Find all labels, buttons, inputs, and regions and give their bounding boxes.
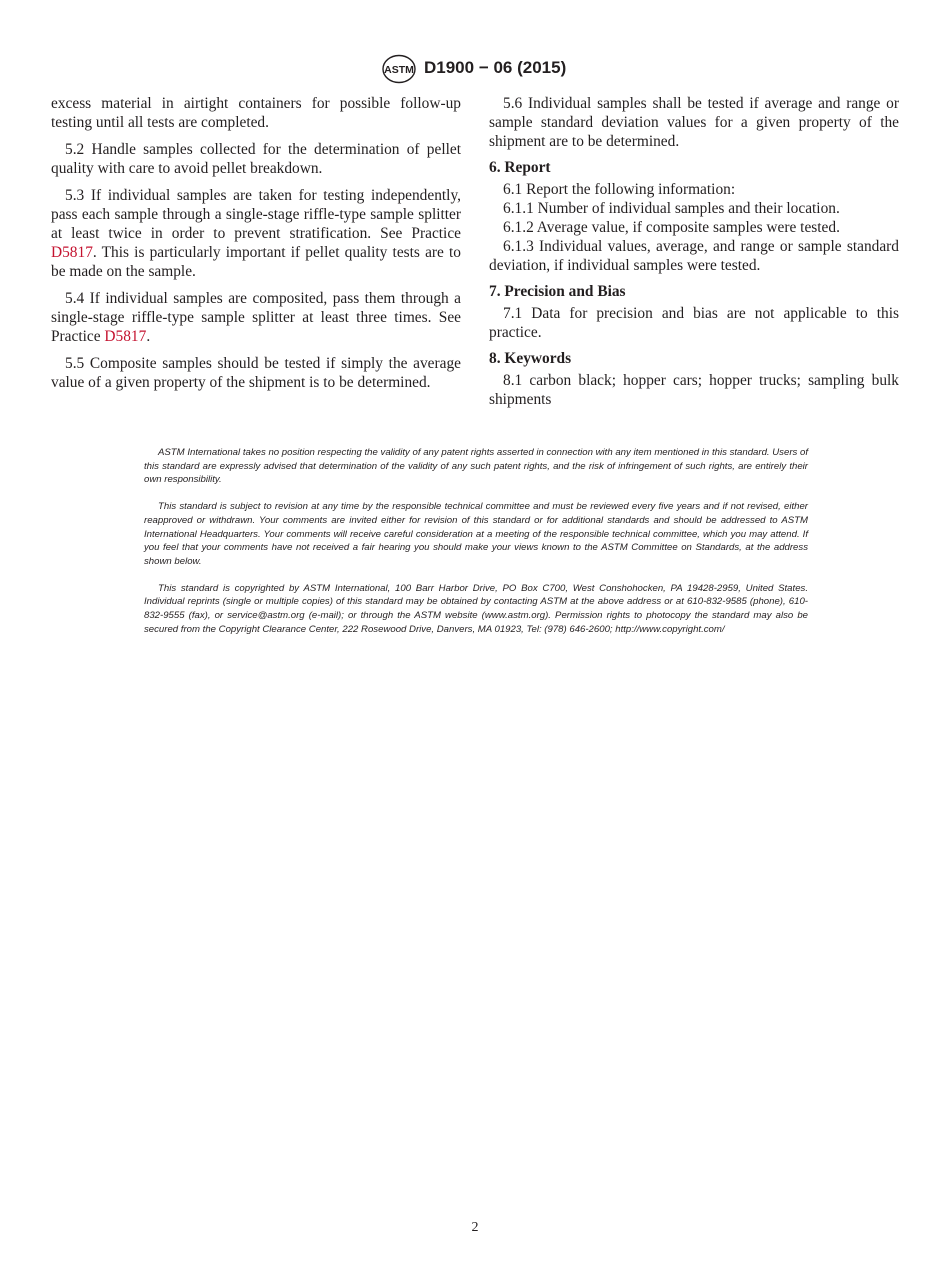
paragraph-5-3-text-a: 5.3 If individual samples are taken for testing independently, pass each sample through a single-stage riffle-type sample splitter at least twice in order to prevent stratification. See Practice [51, 187, 461, 242]
practice-d5817-link[interactable]: D5817 [51, 244, 93, 261]
section-6-heading: 6. Report [489, 159, 551, 176]
paragraph-8-1: 8.1 carbon black; hopper cars; hopper trucks; sampling bulk shipments [489, 372, 899, 408]
paragraph-5-2: 5.2 Handle samples collected for the determination of pellet quality with care to avoid pellet breakdown. [51, 141, 461, 177]
legal-notices [144, 446, 808, 649]
practice-d5817-link[interactable]: D5817 [104, 328, 147, 345]
paragraph-5-3-text-b: . This is particularly important if pellet quality tests are to be made on the sample. [51, 244, 461, 280]
paragraph-5-4 [51, 289, 461, 346]
section-7-heading: 7. Precision and Bias [489, 283, 626, 300]
section-8-heading: 8. Keywords [489, 350, 572, 367]
paragraph-5-4-text-b: . [146, 328, 151, 345]
revision-notice: This standard is subject to revision at any time by the responsible technical committee and must be reviewed every five years and if not revised, either reapproved or withdrawn. Your comments are invited either for revision of this standard or for additional standards and should be addressed to ASTM International Headquarters. Your comments will receive careful consideration at a meeting of the responsible technical committee, which you may attend. If you feel that your comments have not received a fair hearing you should make your views known to the ASTM Committee on Standards, at the address shown below. [144, 501, 808, 567]
paragraph-6-1: 6.1 Report the following information: [503, 181, 736, 198]
page-number: 2 [471, 1220, 479, 1235]
continued-paragraph: excess material in airtight containers for possible follow-up testing until all tests are completed. [51, 95, 461, 131]
left-column [51, 94, 461, 392]
paragraph-5-4-text-a: 5.4 If individual samples are composited, pass them through a single-stage riffle-type sample splitter at least three times. See Practice [51, 290, 461, 345]
paragraph-6-1-3: 6.1.3 Individual values, average, and range or sample standard deviation, if individual samples were tested. [489, 238, 899, 274]
paragraph-6-1-1: 6.1.1 Number of individual samples and their location. [503, 200, 840, 217]
standard-designation: D1900 − 06 (2015) [424, 58, 567, 77]
copyright-notice: This standard is copyrighted by ASTM International, 100 Barr Harbor Drive, PO Box C700, West Conshohocken, PA 19428-2959, United States. Individual reprints (single or multiple copies) of this standard may be obtained by contacting ASTM at the above address or at 610-832-9585 (phone), 610-832-9555 (fax), or service@astm.org (e-mail); or through the ASTM website (www.astm.org). Permission rights to photocopy the standard may also be secured from the Copyright Clearance Center, 222 Rosewood Drive, Danvers, MA 01923, Tel: (978) 646-2600; http://www.copyright.com/ [144, 582, 808, 635]
paragraph-5-5: 5.5 Composite samples should be tested if simply the average value of a given property of the shipment is to be determined. [51, 355, 461, 391]
patent-notice: ASTM International takes no position respecting the validity of any patent rights asserted in connection with any item mentioned in this standard. Users of this standard are expressly advised that determination of the validity of any such patent rights, and the risk of infringement of such rights, are entirely their own responsibility. [144, 447, 808, 486]
svg-text:ASTM: ASTM [384, 64, 414, 76]
paragraph-6-1-2: 6.1.2 Average value, if composite samples were tested. [503, 219, 840, 236]
paragraph-5-3 [51, 186, 461, 281]
right-column [489, 94, 899, 409]
paragraph-7-1: 7.1 Data for precision and bias are not applicable to this practice. [489, 305, 899, 341]
paragraph-5-6: 5.6 Individual samples shall be tested if average and range or sample standard deviation values for a given property of the shipment are to be determined. [489, 95, 899, 150]
page-header [0, 54, 950, 84]
astm-logo-icon [381, 54, 417, 84]
